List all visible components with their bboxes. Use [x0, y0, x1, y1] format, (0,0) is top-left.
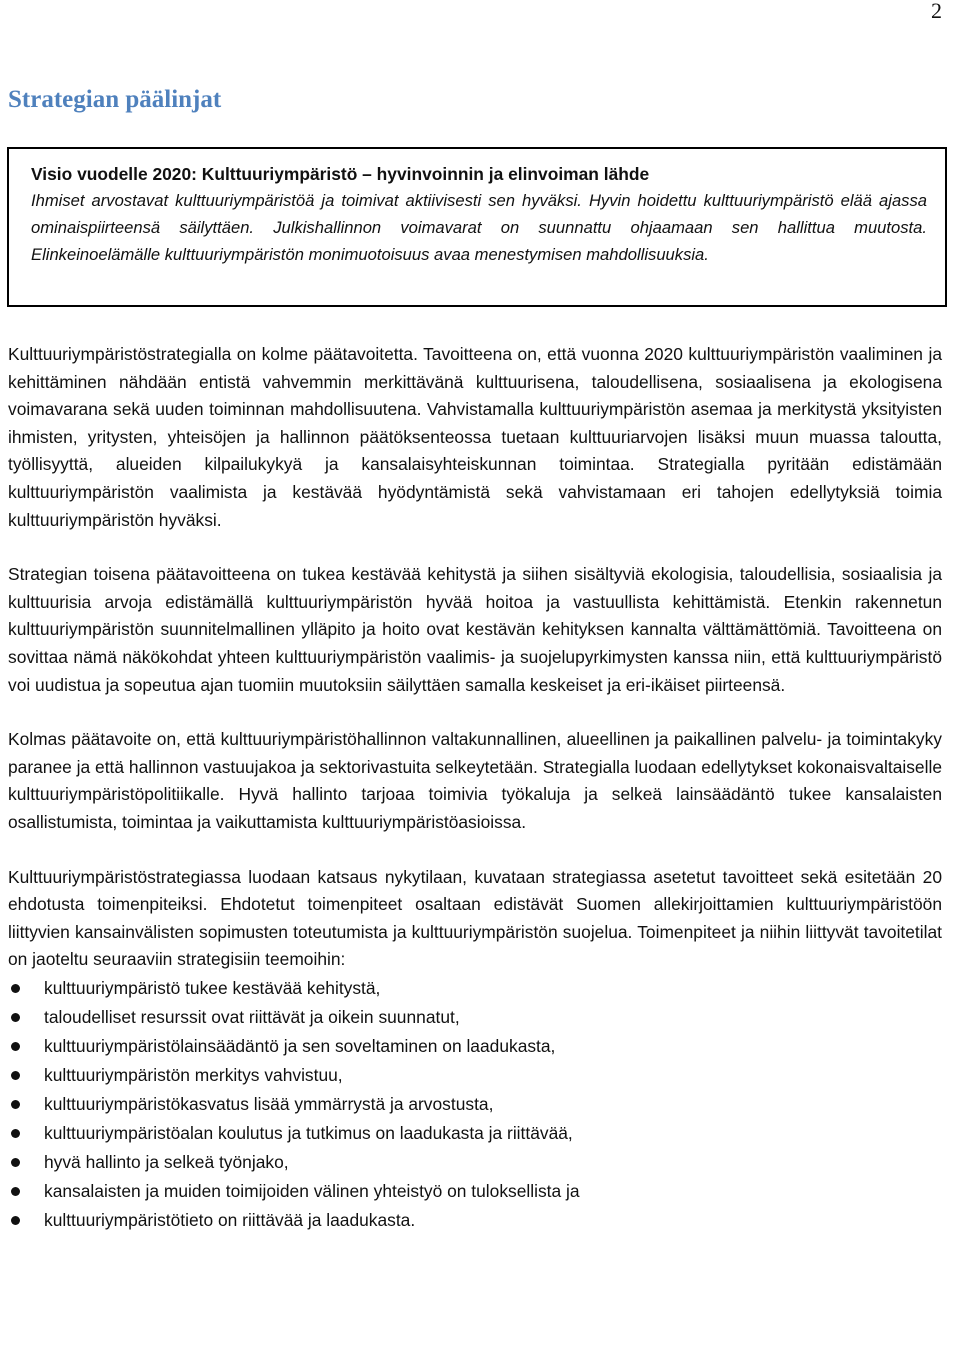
paragraph-goals-first: Kulttuuriympäristöstrategialla on kolme päätavoitetta. Tavoitteena on, että vuonna 2020 kulttuuriympäristön vaaliminen ja kehittäminen nähdään entistä vahvemmin merkittävänä kulttuurisena, taloudellisena, sosiaalisena ja ekologisena voimavarana sekä uuden toiminnan mahdollisuutena. Vahvistamalla kulttuuriympäristön asemaa ja merkitystä yksityisten ihmisten, yritysten, yhteisöjen ja hallinnon päätöksenteossa tuetaan kulttuuriarvojen lisäksi muun muassa taloutta, työllisyyttä, alueiden kilpailukykyä ja kansalaisyhteiskunnan toimintaa. Strategialla pyritään edistämään kulttuuriympäristön vaalimista ja kestävää hyödyntämistä sekä vahvistamaan eri tahojen edellytyksiä toimia kulttuuriympäristön hyväksi. — [8, 344, 942, 530]
vision-text: Ihmiset arvostavat kulttuuriympäristöä ja toimivat aktiivisesti sen hyväksi. Hyvin hoidettu kulttuuriympäristö elää ajassa ominaispiirteensä säilyttäen. Julkishallinnon voimavarat on suunnattu ohjaamaan sen hallittua muutosta. Elinkeinoelämälle kulttuuriympäristön monimuotoisuus avaa menestymisen mahdollisuuksia. — [31, 191, 927, 264]
bullet-icon — [11, 1100, 20, 1109]
bullet-icon — [11, 1071, 20, 1080]
list-item: hyvä hallinto ja selkeä työnjako, — [8, 1148, 942, 1177]
section-heading: Strategian päälinjat — [8, 86, 222, 113]
page-number: 2 — [931, 0, 942, 23]
bullet-icon — [11, 1187, 20, 1196]
paragraph-themes-intro: Kulttuuriympäristöstrategiassa luodaan katsaus nykytilaan, kuvataan strategiassa asetetut tavoitteet sekä esitetään 20 ehdotusta toimenpiteiksi. Ehdotetut toimenpiteet osaltaan edistävät Suomen allekirjoittamien kulttuuriympäristöön liittyvien kansainvälisten sopimusten toteutumista ja kulttuuriympäristön suojelua. Toimenpiteet ja niihin liittyvät tavoitetilat on jaoteltu seuraaviin strategisiin teemoihin: — [8, 866, 942, 970]
paragraph-goals-third: Kolmas päätavoite on, että kulttuuriympäristöhallinnon valtakunnallinen, alueellinen ja paikallinen palvelu- ja toimintakyky paranee ja että hallinnon vastuujakoa ja sektorivastuita selkeytetään. Strategialla luodaan edellytykset kokonaisvaltaiselle kulttuuriympäristöpolitiikalle. Hyvä hallinto tarjoaa toimivia työkaluja ja selkeä lainsäädäntö tukee kansalaisten osallistumista, toimintaa ja vaikuttamista kulttuuriympäristöasioissa. — [8, 729, 942, 832]
list-item: kulttuuriympäristön merkitys vahvistuu, — [8, 1061, 942, 1090]
bullet-icon — [11, 1013, 20, 1022]
list-item: taloudelliset resurssit ovat riittävät ja oikein suunnatut, — [8, 1003, 942, 1032]
list-item: kulttuuriympäristökasvatus lisää ymmärrystä ja arvostusta, — [8, 1090, 942, 1119]
bullet-icon — [11, 1129, 20, 1138]
list-item: kansalaisten ja muiden toimijoiden välinen yhteistyö on tuloksellista ja — [8, 1177, 942, 1206]
document-body — [8, 341, 942, 1235]
bullet-icon — [11, 1216, 20, 1225]
list-item: kulttuuriympäristötieto on riittävää ja laadukasta. — [8, 1206, 942, 1235]
theme-list — [8, 974, 942, 1235]
vision-title: Visio vuodelle 2020: Kulttuuriympäristö – hyvinvoinnin ja elinvoiman lähde — [31, 164, 650, 184]
vision-box — [7, 147, 947, 307]
bullet-icon — [11, 1158, 20, 1167]
list-item: kulttuuriympäristöalan koulutus ja tutkimus on laadukasta ja riittävää, — [8, 1119, 942, 1148]
bullet-icon — [11, 984, 20, 993]
paragraph-goals-second: Strategian toisena päätavoitteena on tukea kestävää kehitystä ja siihen sisältyviä ekologisia, taloudellisia, sosiaalisia ja kulttuurisia arvoja edistämällä kulttuuriympäristön hyvää hoitoa ja vastuullista kehittämistä. Etenkin rakennetun kulttuuriympäristön suunnitelmallinen ylläpito ja hoito ovat kestävän kehityksen kannalta välttämättömiä. Tavoitteena on sovittaa nämä näkökohdat yhteen kulttuuriympäristön vaalimis- ja suojelupyrkimysten kanssa niin, että kulttuuriympäristö voi uudistua ja sopeutua ajan tuomiin muutoksiin säilyttäen samalla keskeiset ja eri-ikäiset piirteensä. — [8, 564, 942, 695]
list-item: kulttuuriympäristö tukee kestävää kehitystä, — [8, 974, 942, 1003]
list-item: kulttuuriympäristölainsäädäntö ja sen soveltaminen on laadukasta, — [8, 1032, 942, 1061]
bullet-icon — [11, 1042, 20, 1051]
